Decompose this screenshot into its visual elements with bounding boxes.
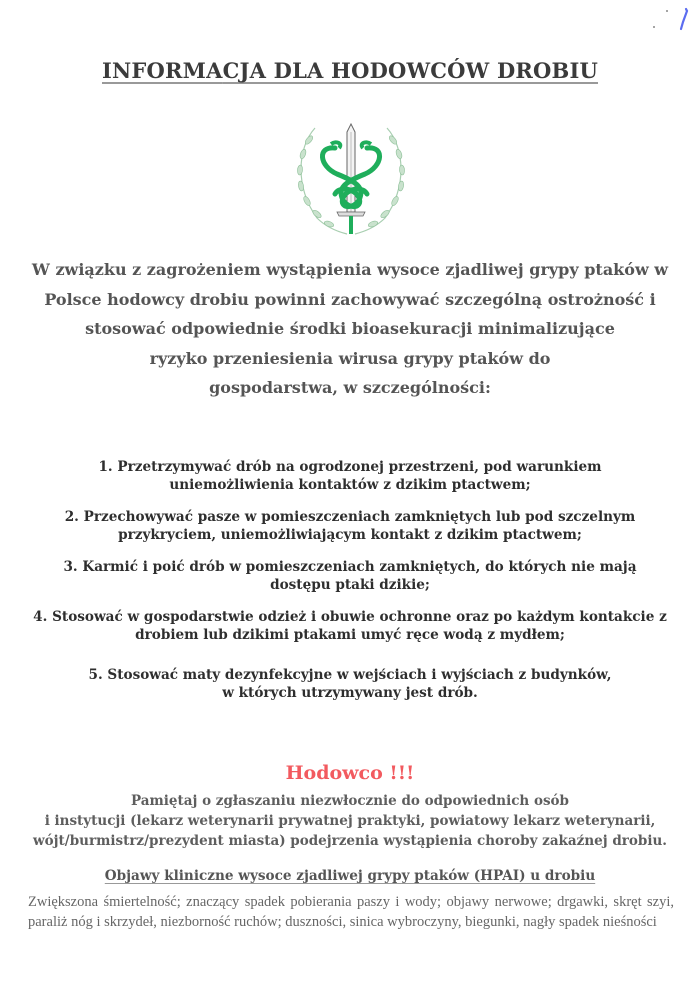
list-item-line: 3. Karmić i poić drób w pomieszczeniach zamkniętych, do których nie mają	[63, 559, 637, 575]
intro-line: stosować odpowiednie środki bioasekuracji minimalizujące	[85, 319, 615, 338]
intro-line: Polsce hodowcy drobiu powinni zachowywać szczególną ostrożność i	[44, 289, 656, 309]
list-item-line: dostępu ptaki dzikie;	[270, 577, 430, 593]
veterinary-emblem-icon	[287, 118, 415, 236]
intro-line: gospodarstwa, w szczególności:	[209, 378, 491, 397]
intro-line: ryzyko przeniesienia wirusa grypy ptaków do	[149, 348, 551, 368]
title-part-2: CJA DLA HODOWCÓW DROBIU	[222, 58, 599, 83]
appeal-line: i instytucji (lekarz weterynarii prywatnej praktyki, powiatowy lekarz weterynarii,	[44, 813, 656, 829]
list-item-line: 4. Stosować w gospodarstwie odzież i obuwie ochronne oraz po każdym kontakcie z	[33, 609, 667, 625]
intro-paragraph	[20, 255, 680, 403]
pen-mark-icon	[650, 4, 690, 34]
appeal-paragraph	[0, 791, 700, 851]
appeal-heading: Hodowco !!!	[285, 762, 415, 784]
page-title	[0, 58, 700, 83]
list-item	[20, 458, 680, 494]
list-item	[20, 666, 680, 702]
list-item-line: w których utrzymywany jest drób.	[222, 685, 478, 701]
appeal-line: Pamiętaj o zgłaszaniu niezwłocznie do odpowiednich osób	[130, 793, 569, 809]
list-item-line: przykryciem, uniemożliwiającym kontakt z dzikim ptactwem;	[118, 527, 582, 543]
list-item	[20, 608, 680, 644]
list-item	[20, 508, 680, 544]
list-item	[20, 558, 680, 594]
intro-line: W związku z zagrożeniem wystąpienia wysoce zjadliwej grypy ptaków w	[31, 260, 669, 279]
appeal-line: wójt/burmistrz/prezydent miasta) podejrzenia wystąpienia choroby zakaźnej drobiu.	[33, 833, 667, 849]
list-item-line: 5. Stosować maty dezynfekcyjne w wejściach i wyjściach z budynków,	[88, 667, 612, 683]
symptoms-title: Objawy kliniczne wysoce zjadliwej grypy ptaków (HPAI) u drobiu	[104, 868, 596, 884]
title-part-1: INFORMA	[101, 58, 223, 83]
list-item-line: uniemożliwienia kontaktów z dzikim ptactwem;	[169, 477, 531, 493]
list-item-line: drobiem lub dzikimi ptakami umyć ręce wodą z mydłem;	[135, 627, 565, 643]
list-item-line: 2. Przechowywać pasze w pomieszczeniach zamkniętych lub pod szczelnym	[64, 509, 636, 525]
list-item-line: 1. Przetrzymywać drób na ogrodzonej przestrzeni, pod warunkiem	[98, 459, 602, 475]
symptoms-text: Zwiększona śmiertelność; znaczący spadek pobierania paszy i wody; objawy nerwowe; drgawki, skręt szyi, paraliż nóg i skrzydeł, niezborność ruchów; duszności, sinica wybroczyny, biegunki, nagły spadek nieśności	[28, 894, 674, 930]
